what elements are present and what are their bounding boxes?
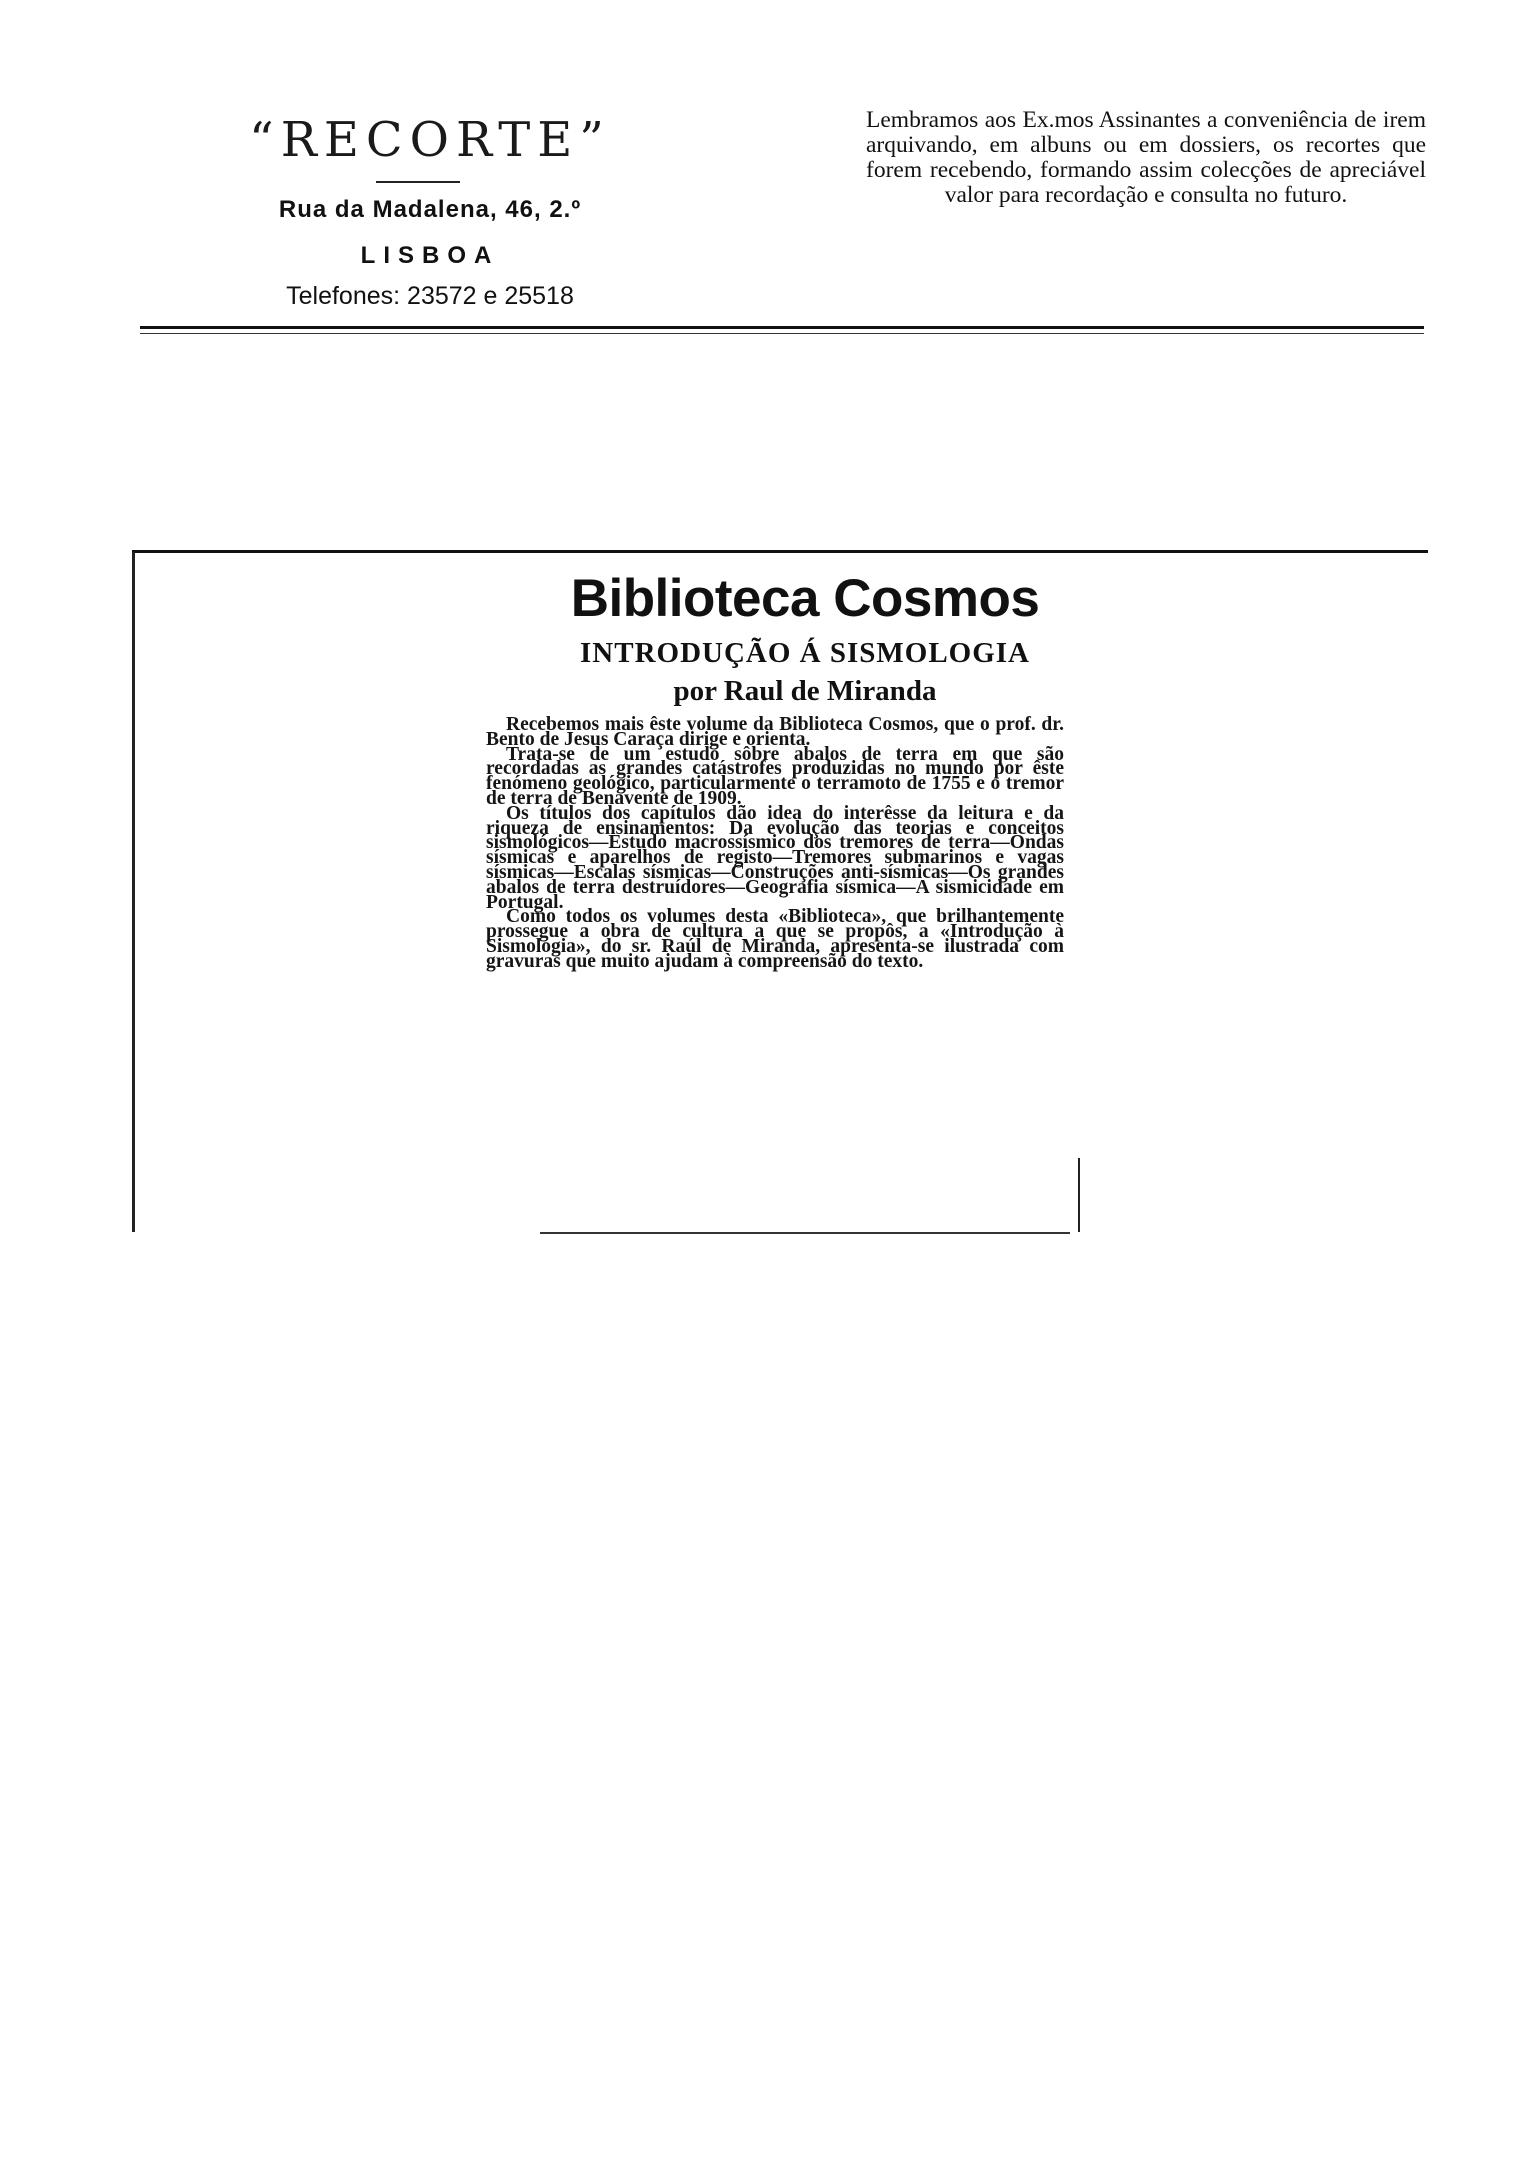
- brand-divider: [376, 181, 460, 183]
- clipping-bottom-rule: [540, 1232, 1070, 1234]
- service-address: Rua da Madalena, 46, 2.º: [278, 196, 582, 223]
- article-paragraph: Trata-se de um estudo sôbre abalos de terra em que são recordadas as grandes catástrofes produzidas no mundo por êste fenómeno geológico, particularmente o terramoto de 1755 e o tremor de terra de Benavente de 1909.: [486, 743, 1064, 809]
- service-phones: Telefones: 23572 e 25518: [286, 282, 574, 310]
- clipping-top-border: [132, 550, 1428, 553]
- article-paragraph: Como todos os volumes desta «Biblioteca», que brilhantemente prossegue a obra de cultura a que se propôs, a «Introdução à Sismologia», do sr. Raúl de Miranda, apresenta-se ilustrada com gravuras que muito ajudam à compreensão do texto.: [486, 906, 1064, 972]
- clipping-left-border: [132, 552, 135, 1232]
- article-paragraph: Os títulos dos capítulos dão idea do interêsse da leitura e da riqueza de ensinamentos: Da evolução das teorias e conceitos sismológicos—Estudo macrossísmico dos tremores de terra—Ondas sísmicas e aparelhos de registo—Tremores submarinos e vagas sísmicas—Escalas sísmicas—Construções anti-sísmicas—Os grandes abalos de terra destruídores—Geografia sísmica—A sismicidade em Portugal.: [486, 802, 1064, 913]
- article-paragraph: Recebemos mais êste volume da Biblioteca Cosmos, que o prof. dr. Bento de Jesus Caraça dirige e orienta.: [486, 714, 1064, 750]
- header-rule: [140, 326, 1424, 329]
- subscriber-notice: Lembramos aos Ex.mos Assinantes a conveniência de irem arquivando, em albuns ou em dossiers, os recortes que forem recebendo, formando assim colecções de apreciável valor para recordação e consulta no futuro.: [866, 107, 1426, 208]
- clipping-right-border: [1078, 1158, 1080, 1232]
- article-body: [486, 714, 1064, 972]
- service-city: LISBOA: [360, 242, 500, 269]
- clipping-service-name: “RECORTE”: [249, 112, 611, 168]
- header-rule-thin: [140, 333, 1424, 334]
- article-byline: por Raul de Miranda: [673, 675, 937, 707]
- article-subtitle: INTRODUÇÃO Á SISMOLOGIA: [580, 637, 1030, 669]
- article-title: Biblioteca Cosmos: [570, 569, 1040, 628]
